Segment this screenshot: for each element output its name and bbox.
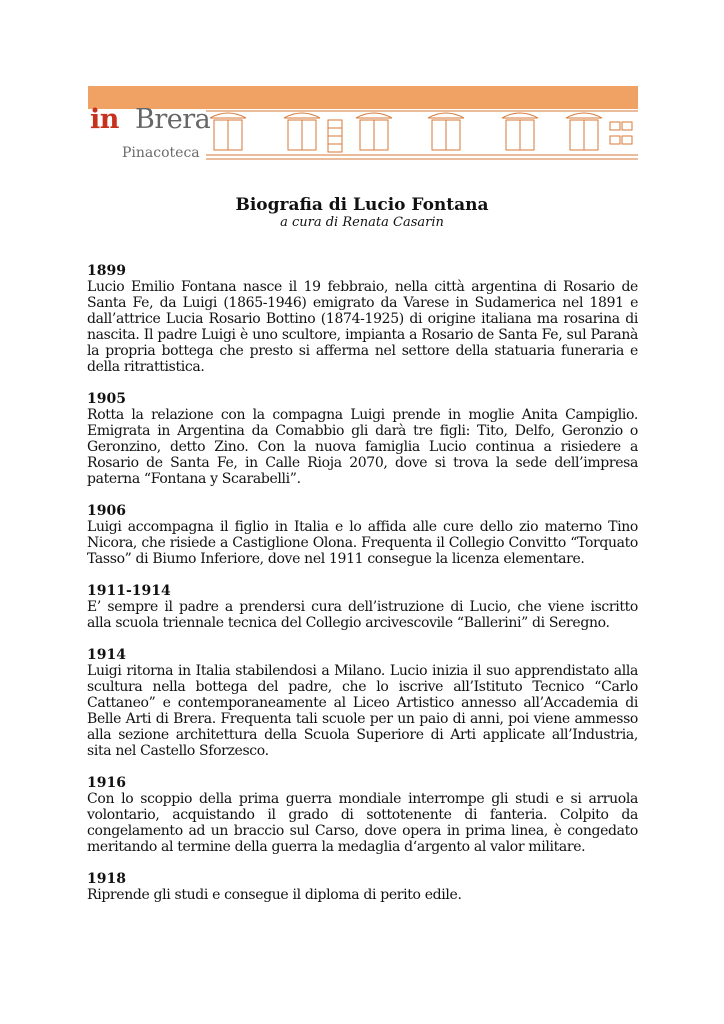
entry-year: 1899: [87, 263, 126, 279]
biography-content: [87, 263, 638, 919]
entry-year: 1916: [87, 775, 126, 791]
page-title: Biografia di Lucio Fontana: [235, 195, 489, 215]
entry-1916: [87, 775, 638, 855]
page-subtitle: a cura di Renata Casarin: [280, 215, 444, 230]
entry-1918: [87, 871, 638, 903]
entry-text: Luigi accompagna il figlio in Italia e lo affida alle cure dello zio materno Tino Nicora, che risiede a Castiglione Olona. Frequenta il Collegio Convitto “Torquato Tasso” di Biumo Inferiore, dove nel 1911 consegue la licenza elementare.: [87, 519, 638, 567]
header-banner: [88, 86, 638, 162]
entry-year: 1905: [87, 391, 126, 407]
logo-pinacoteca-text: Pinacoteca: [122, 145, 200, 161]
entry-1911-1914: [87, 583, 638, 631]
entry-text: E’ sempre il padre a prendersi cura dell’istruzione di Lucio, che viene iscritto alla scuola triennale tecnica del Collegio arcivescovile “Ballerini” di Seregno.: [87, 599, 638, 631]
entry-1906: [87, 503, 638, 567]
logo-in-text: in: [90, 104, 119, 135]
entry-text: Rotta la relazione con la compagna Luigi prende in moglie Anita Campiglio. Emigrata in Argentina da Comabbio gli darà tre figli: Tito, Delfo, Geronzio o Geronzino, detto Zino. Con la nuova famiglia Lucio continua a risiedere a Rosario de Santa Fe, in Calle Rioja 2070, dove si trova la sede dell’impresa paterna “Fontana y Scarabelli”.: [87, 407, 638, 487]
palazzo-facade-illustration: [206, 108, 638, 162]
entry-year: 1918: [87, 871, 126, 887]
entry-text: Riprende gli studi e consegue il diploma di perito edile.: [87, 887, 462, 903]
entry-year: 1911-1914: [87, 583, 171, 599]
logo-brera-text: Brera: [135, 104, 211, 135]
entry-1905: [87, 391, 638, 487]
entry-1914: [87, 647, 638, 759]
entry-year: 1906: [87, 503, 126, 519]
entry-text: Lucio Emilio Fontana nasce il 19 febbraio, nella città argentina di Rosario de Santa Fe, da Luigi (1865-1946) emigrato da Varese in Sudamerica nel 1891 e dall’attrice Lucia Rosario Bottino (1874-1925) di origine italiana ma rosarina di nascita. Il padre Luigi è uno scultore, impianta a Rosario de Santa Fe, sul Paranà la propria bottega che presto si afferma nel settore della statuaria funeraria e della ritrattistica.: [87, 279, 638, 375]
entry-1899: [87, 263, 638, 375]
entry-text: Luigi ritorna in Italia stabilendosi a Milano. Lucio inizia il suo apprendistato alla scultura nella bottega del padre, che lo iscrive all’Istituto Tecnico “Carlo Cattaneo” e contemporaneamente al Liceo Artistico annesso all’Accademia di Belle Arti di Brera. Frequenta tali scuole per un paio di anni, poi viene ammesso alla sezione architettura della Scuola Superiore di Arti applicate all’Industria, sita nel Castello Sforzesco.: [87, 663, 638, 759]
entry-year: 1914: [87, 647, 126, 663]
entry-text: Con lo scoppio della prima guerra mondiale interrompe gli studi e si arruola volontario, acquistando il grado di sottotenente di fanteria. Colpito da congelamento ad un braccio sul Carso, dove opera in prima linea, è congedato meritando al termine della guerra la medaglia d‘argento al valor militare.: [87, 791, 638, 855]
